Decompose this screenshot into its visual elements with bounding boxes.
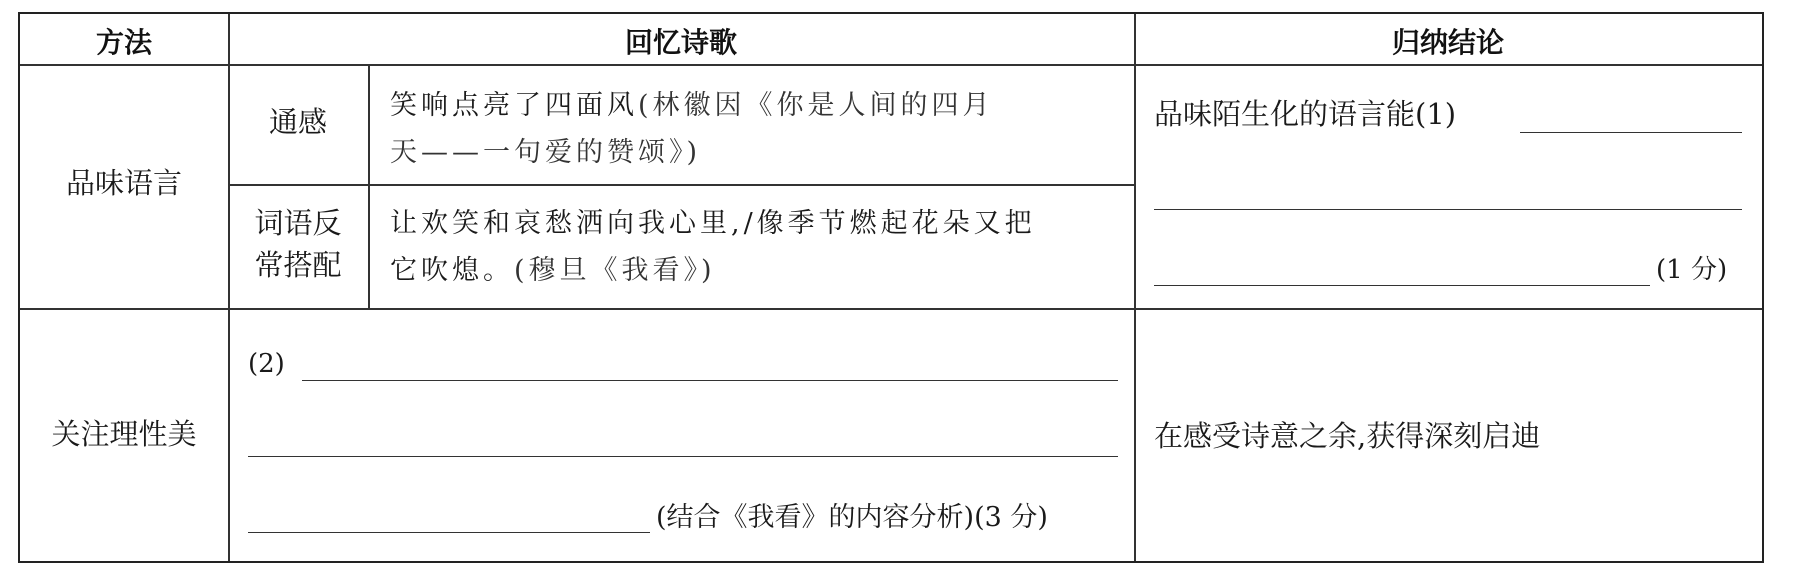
sub-label-unusual-collocation	[228, 202, 368, 286]
col-divider-2	[368, 64, 370, 308]
col-divider-1	[228, 14, 230, 561]
answer-blank-1a[interactable]	[1520, 132, 1742, 133]
conclusion-1-score: (1 分)	[1656, 255, 1728, 285]
sub-label-synesthesia: 通感	[268, 105, 327, 139]
method-taste-language: 品味语言	[65, 166, 182, 200]
poem-unusual-collocation-line1: 让欢笑和哀愁洒向我心里,/像季节燃起花朵又把	[390, 208, 1036, 239]
col-divider-3	[1134, 14, 1136, 561]
sub-label-unusual-collocation-1: 词语反	[254, 206, 342, 240]
poem-synesthesia-source-1: (林徽因《你是人间的四月	[638, 90, 994, 121]
poem-unusual-collocation-source: (穆旦《我看》)	[514, 255, 716, 287]
sub-row-divider	[228, 184, 1134, 186]
blank-2-prefix: (2)	[248, 349, 285, 379]
header-divider	[20, 64, 1762, 66]
answer-blank-2c[interactable]	[248, 532, 650, 533]
header-poems: 回忆诗歌	[624, 26, 737, 59]
poem-synesthesia-source-2: 天——一句爱的赞颂》)	[390, 137, 702, 169]
sub-label-unusual-collocation-2: 常搭配	[254, 248, 342, 283]
method-rational-beauty: 关注理性美	[51, 417, 197, 451]
header-conclusion: 归纳结论	[1391, 26, 1504, 59]
answer-blank-1c[interactable]	[1154, 285, 1650, 286]
blank-2-note: (结合《我看》的内容分析)(3 分)	[656, 502, 1048, 533]
conclusion-1-prefix: 品味陌生化的语言能(1)	[1154, 97, 1457, 131]
conclusion-2: 在感受诗意之余,获得深刻启迪	[1154, 419, 1541, 453]
poem-unusual-collocation	[390, 200, 1130, 295]
answer-blank-2b[interactable]	[248, 456, 1118, 457]
row-divider	[20, 308, 1762, 310]
answer-blank-1b[interactable]	[1154, 209, 1742, 210]
question-table	[18, 12, 1764, 563]
poem-synesthesia-main: 笑响点亮了四面风	[390, 90, 638, 121]
poem-synesthesia	[390, 82, 1120, 177]
poem-unusual-collocation-main: 它吹熄。	[390, 255, 514, 287]
header-method: 方法	[95, 26, 152, 59]
answer-blank-2a[interactable]	[302, 380, 1118, 381]
